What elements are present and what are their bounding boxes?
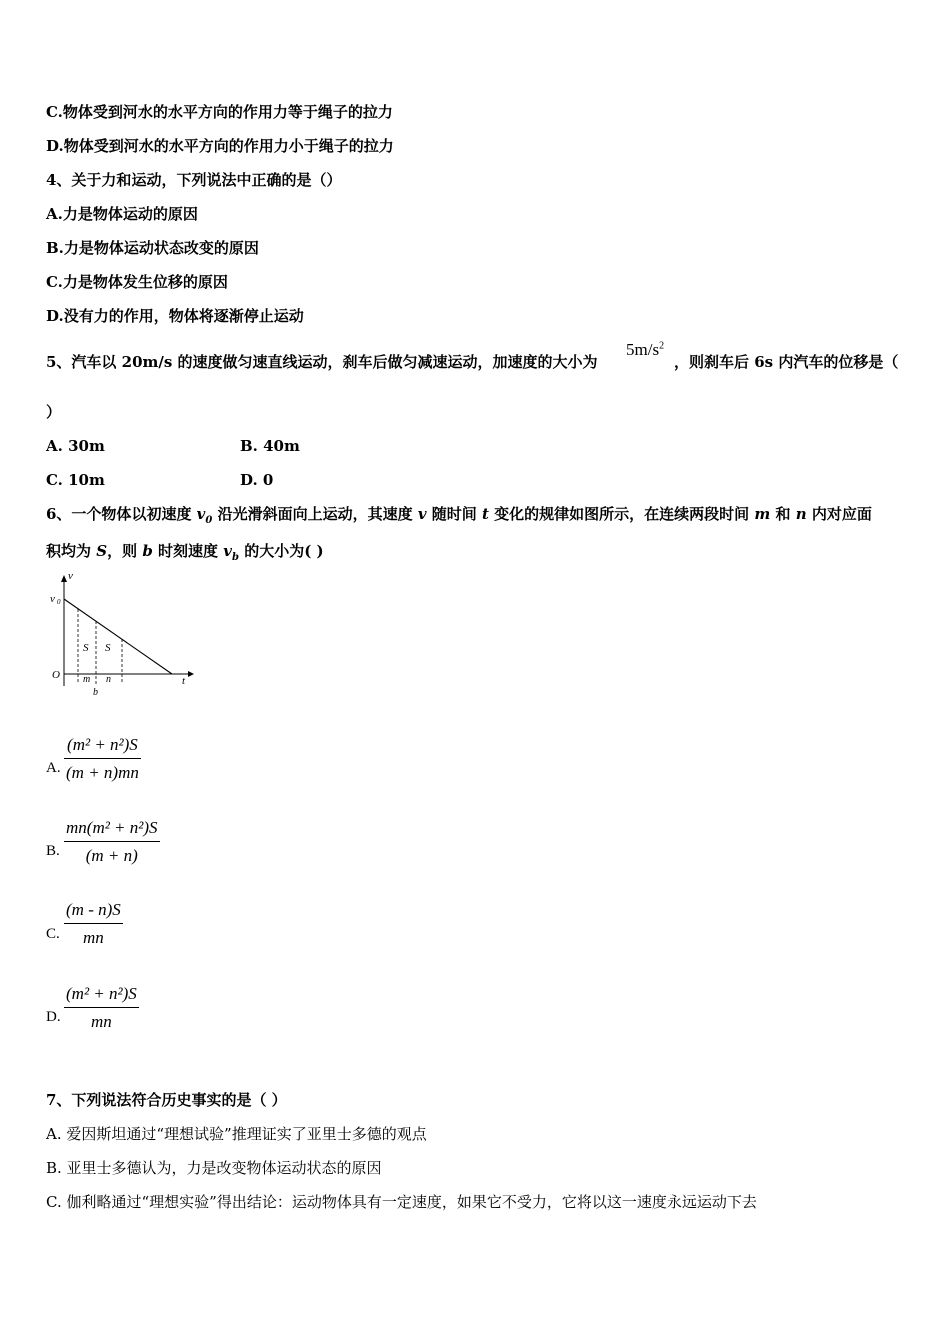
q6-stem-line1: 6、一个物体以初速度 $v_0$ 沿光滑斜面向上运动，其速度 v 随时间 t 变化的规律如图所示，在连续两段时间 m 和 n 内对应面: [46, 505, 872, 526]
q4-stem: 4、关于力和运动，下列说法中正确的是（）: [46, 171, 342, 189]
label-point-b: b: [93, 687, 98, 698]
q5-option-d: D. 0: [240, 471, 274, 489]
v-axis-arrow: [61, 575, 67, 582]
q7-option-c: C. 伽利略通过“理想实验”得出结论：运动物体具有一定速度，如果它不受力，它将以这一速度永远运动下去: [46, 1193, 757, 1211]
q3-option-c: C.物体受到河水的水平方向的作用力等于绳子的拉力: [46, 103, 393, 121]
label-segment-m: m: [83, 674, 91, 685]
axis-label-v: v: [68, 570, 73, 582]
velocity-line: [64, 599, 172, 674]
q5-option-a: A. 30m: [46, 437, 105, 455]
q6-option-c-label: C.: [46, 926, 60, 942]
q6-option-a-fraction: [64, 735, 141, 783]
q6-option-c-fraction: [64, 900, 123, 948]
q4-option-a: A.力是物体运动的原因: [46, 205, 198, 223]
q5-stem-close: ）: [46, 403, 62, 421]
label-area-1: S: [83, 642, 89, 654]
t-axis-arrow: [188, 671, 194, 677]
q6-option-a-denominator: (m + n)mn: [66, 763, 139, 782]
q5-option-b: B. 40m: [240, 437, 300, 455]
q5-acceleration: $5m/s^2$: [626, 340, 665, 359]
q6-stem-line2: 积均为 S，则 b 时刻速度 $v_b$ 的大小为( ): [46, 542, 324, 563]
label-v0-sub: 0: [57, 598, 61, 606]
q6-option-a-numerator: (m² + n²)S: [67, 735, 138, 754]
velocity-time-graph: [46, 570, 196, 700]
q5-stem-part2: ，则刹车后 6s 内汽车的位移是（: [674, 353, 899, 371]
q4-option-d: D.没有力的作用，物体将逐渐停止运动: [46, 307, 304, 325]
label-v0: v: [50, 593, 55, 605]
fraction-bar: [64, 1007, 139, 1008]
label-segment-n: n: [106, 674, 111, 685]
q5-option-c: C. 10m: [46, 471, 105, 489]
q6-option-d-denominator: mn: [90, 1012, 112, 1031]
q6-option-a-label: A.: [46, 760, 61, 776]
fraction-bar: [64, 841, 160, 842]
q3-option-d: D.物体受到河水的水平方向的作用力小于绳子的拉力: [46, 137, 394, 155]
fraction-bar: [64, 923, 123, 924]
q6-option-c-denominator: mn: [82, 928, 104, 947]
q4-option-b: B.力是物体运动状态改变的原因: [46, 239, 259, 257]
label-origin: O: [52, 669, 60, 681]
axis-label-t: t: [182, 675, 186, 687]
label-area-2: S: [105, 642, 111, 654]
q6-option-b-fraction: [64, 818, 160, 866]
q4-option-c: C.力是物体发生位移的原因: [46, 273, 228, 291]
q6-option-b-denominator: (m + n): [85, 846, 138, 865]
q6-option-d-fraction: [64, 984, 139, 1032]
q7-stem: 7、下列说法符合历史事实的是（ ）: [46, 1091, 287, 1109]
q6-option-b-label: B.: [46, 843, 60, 859]
q5-stem-part1: 5、汽车以 20m/s 的速度做匀速直线运动，刹车后做匀减速运动，加速度的大小为: [46, 353, 598, 371]
fraction-bar: [64, 758, 141, 759]
q6-option-d-numerator: (m² + n²)S: [66, 984, 137, 1003]
q7-option-b: B. 亚里士多德认为，力是改变物体运动状态的原因: [46, 1159, 382, 1177]
q6-option-c-numerator: (m - n)S: [66, 900, 121, 919]
q6-option-b-numerator: mn(m² + n²)S: [66, 818, 158, 837]
q7-option-a: A. 爱因斯坦通过“理想试验”推理证实了亚里士多德的观点: [46, 1125, 427, 1143]
q6-option-d-label: D.: [46, 1009, 61, 1025]
